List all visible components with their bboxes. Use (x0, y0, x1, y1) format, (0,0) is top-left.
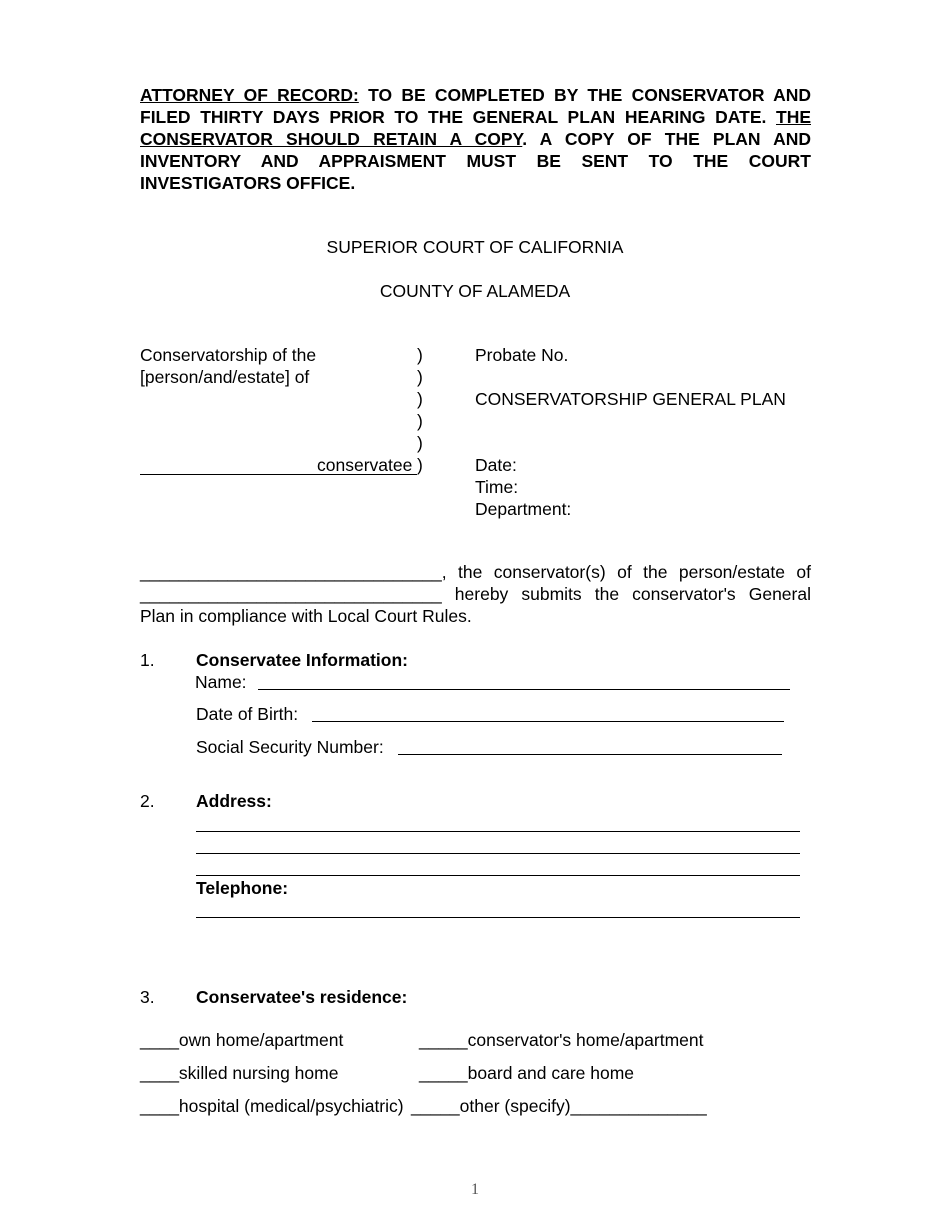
section-3-title: Conservatee's residence: (196, 987, 408, 1007)
header-line-1 (140, 84, 811, 106)
hearing-department-label: Department: (475, 499, 572, 519)
attorney-of-record-label: ATTORNEY OF RECORD: (140, 85, 359, 105)
section-2-number: 2. (140, 791, 155, 811)
section-1-title: Conservatee Information: (196, 650, 408, 670)
header-line-2-underlined: THE (776, 107, 811, 127)
intro-paragraph (140, 561, 811, 627)
caption-paren: ) (417, 455, 423, 475)
intro-line-2-text: hereby submits the conservator's General (441, 584, 811, 604)
section-1-number: 1. (140, 650, 155, 670)
caption-person-estate: [person/and/estate] of (140, 367, 310, 387)
caption-paren: ) (417, 433, 423, 453)
option-hospital: ____hospital (medical/psychiatric) (140, 1096, 404, 1116)
header-line-4: INVENTORY AND APPRAISMENT MUST BE SENT TO THE COURT (140, 151, 811, 171)
telephone-label: Telephone: (196, 878, 289, 898)
caption-paren: ) (417, 411, 423, 431)
hearing-date-label: Date: (475, 455, 517, 475)
caption-paren: ) (417, 389, 423, 409)
conservator-name-blank: _______________________________ (140, 562, 442, 582)
hearing-time-label: Time: (475, 477, 519, 497)
address-line-3 (196, 875, 800, 876)
telephone-field-line (196, 917, 800, 918)
court-name: SUPERIOR COURT OF CALIFORNIA (326, 237, 624, 257)
intro-line-2 (140, 583, 811, 605)
name-label: Name: (195, 672, 247, 692)
header-line-1-text: TO BE COMPLETED BY THE CONSERVATOR AND (358, 85, 812, 105)
header-line-3-underlined: CONSERVATOR SHOULD RETAIN A COPY (140, 129, 523, 149)
option-skilled-nursing: ____skilled nursing home (140, 1063, 339, 1083)
intro-line-3: Plan in compliance with Local Court Rules. (140, 606, 472, 626)
document-title: CONSERVATORSHIP GENERAL PLAN (475, 389, 786, 409)
option-conservator-home: _____conservator's home/apartment (419, 1030, 704, 1050)
page-number: 1 (471, 1181, 479, 1198)
attorney-instructions (140, 84, 811, 194)
dob-field-line (312, 721, 784, 722)
probate-number-label: Probate No. (475, 345, 569, 365)
header-line-3 (140, 128, 811, 150)
name-field-line (258, 689, 790, 690)
intro-line-1-text: , the conservator(s) of the person/estate of (441, 562, 811, 582)
conservatee-label: conservatee (317, 455, 413, 475)
header-line-5: INVESTIGATORS OFFICE. (140, 173, 356, 193)
ssn-label: Social Security Number: (196, 737, 384, 757)
option-board-and-care: _____board and care home (419, 1063, 635, 1083)
caption-paren: ) (417, 367, 423, 387)
intro-line-1 (140, 561, 811, 583)
caption-conservatorship-of: Conservatorship of the (140, 345, 317, 365)
address-line-2 (196, 853, 800, 854)
caption-paren: ) (417, 345, 423, 365)
header-line-2 (140, 106, 811, 128)
header-line-3-text: . A COPY OF THE PLAN AND (522, 129, 811, 149)
dob-label: Date of Birth: (196, 704, 299, 724)
court-county: COUNTY OF ALAMEDA (379, 281, 571, 301)
option-own-home: ____own home/apartment (140, 1030, 344, 1050)
conservatee-name-blank: _______________________________ (140, 584, 442, 604)
ssn-field-line (398, 754, 782, 755)
section-3-number: 3. (140, 987, 155, 1007)
section-2-title: Address: (196, 791, 272, 811)
address-line-1 (196, 831, 800, 832)
header-line-2-text: FILED THIRTY DAYS PRIOR TO THE GENERAL PLAN HEARING DATE. (140, 107, 776, 127)
option-other: _____other (specify)______________ (411, 1096, 707, 1116)
